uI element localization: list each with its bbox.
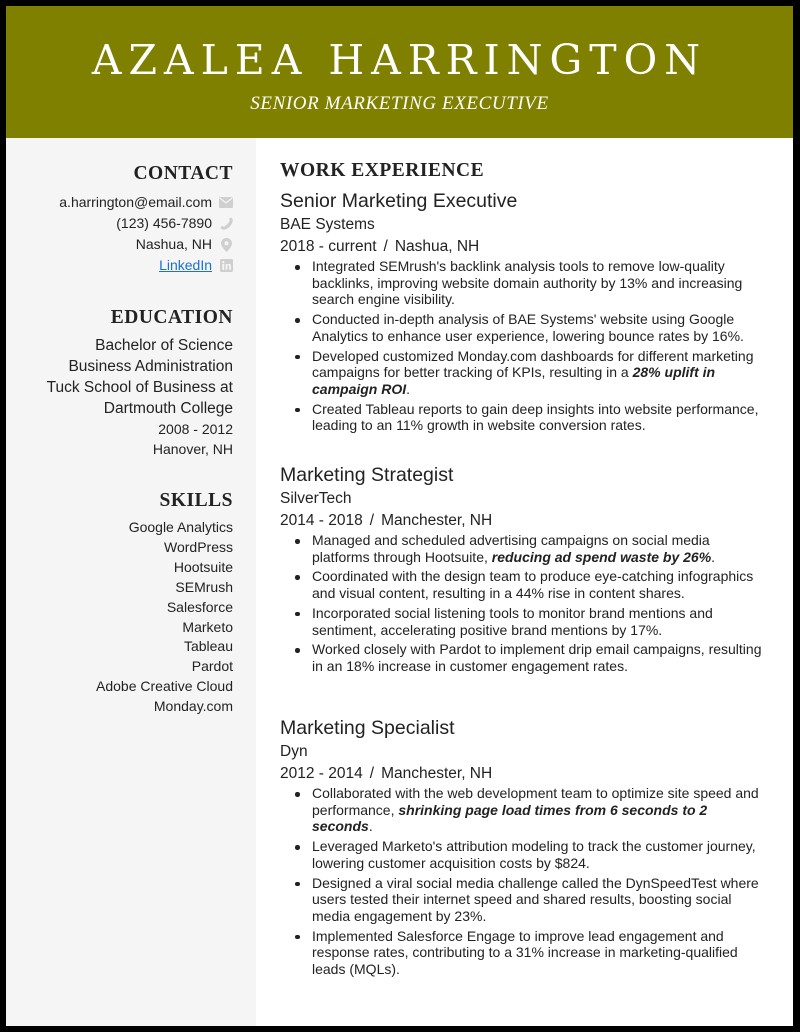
- bullet-item: [280, 258, 773, 308]
- education-degree: Bachelor of Science: [95, 337, 233, 354]
- skills-section: [96, 489, 233, 717]
- bullet-item: [280, 401, 773, 434]
- contact-email: [59, 192, 233, 213]
- bullet-text: Implemented Salesforce Engage to improve lead engagement and response rates, contributing to a 31% increase in marketing-qualified leads (MQLs).: [312, 927, 738, 978]
- map-pin-icon: [219, 238, 233, 252]
- skill-item: Adobe Creative Cloud: [96, 678, 233, 695]
- job-title: Marketing Specialist: [280, 717, 455, 739]
- education-school-cont: Dartmouth College: [103, 400, 233, 417]
- job-company: BAE Systems: [280, 216, 375, 233]
- linkedin-link[interactable]: LinkedIn: [159, 257, 212, 273]
- bullet-text: Incorporated social listening tools to monitor brand mentions and sentiment, accelerating positive brand mentions by 17%.: [312, 604, 713, 638]
- skills-heading: SKILLS: [159, 490, 233, 511]
- bullet-emphasis: shrinking page load times from 6 seconds to 2 seconds: [312, 801, 708, 835]
- bullet-item: [280, 532, 773, 565]
- bullet-text: Worked closely with Pardot to implement drip email campaigns, resulting in an 18% increase in customer engagement rates.: [312, 641, 762, 674]
- job-meta: [280, 236, 773, 257]
- resume-header: [6, 6, 793, 138]
- meta-separator: /: [369, 765, 375, 782]
- work-experience-heading: WORK EXPERIENCE: [280, 160, 485, 181]
- candidate-name: AZALEA HARRINGTON: [91, 36, 708, 84]
- contact-section: [59, 162, 233, 276]
- bullet-text: Designed a viral social media challenge called the DynSpeedTest where users tested their internet speed and shared results, boosting social media engagement by 23%.: [312, 874, 759, 924]
- bullet-emphasis: reducing ad spend waste by 26%: [491, 548, 712, 565]
- bullet-text: Conducted in-depth analysis of BAE Systems' website using Google Analytics to enhance user experience, lowering bounce rates by 16%.: [312, 311, 744, 344]
- job-company: SilverTech: [280, 490, 352, 507]
- bullet-text: Developed customized Monday.com dashboards for different marketing campaigns for better tracking of KPIs, resulting in a: [312, 347, 754, 381]
- skill-item: SEMrush: [175, 578, 233, 595]
- education-years: 2008 - 2012: [158, 421, 233, 437]
- contact-linkedin: [59, 255, 233, 276]
- contact-phone: [59, 213, 233, 234]
- job-meta: [280, 763, 773, 784]
- bullet-item: [280, 348, 773, 398]
- bullet-item: [280, 568, 773, 601]
- bullet-item: [280, 785, 773, 835]
- job-title: Senior Marketing Executive: [280, 190, 518, 212]
- job-bullets: [280, 532, 773, 675]
- job-dates: 2018 - current: [280, 238, 377, 255]
- job-entry: [280, 188, 773, 437]
- job-title: Marketing Strategist: [280, 464, 454, 486]
- job-location: Nashua, NH: [394, 238, 480, 255]
- bullet-text: Leveraged Marketo's attribution modeling to track the customer journey, lowering customer acquisition costs by $824.: [312, 838, 756, 871]
- education-field: Business Administration: [68, 358, 233, 375]
- bullet-emphasis: 28% uplift in campaign ROI: [312, 364, 716, 397]
- skill-item: Pardot: [191, 658, 233, 675]
- bullet-text: Coordinated with the design team to produce eye-catching infographics and visual content, resulting in a 44% rise in content shares.: [312, 568, 754, 602]
- bullet-text: Managed and scheduled advertising campaigns on social media platforms through Hootsuite,: [312, 532, 710, 565]
- bullet-item: [280, 311, 773, 344]
- skill-item: Hootsuite: [173, 558, 233, 575]
- bullet-suffix: .: [368, 818, 373, 835]
- bullet-text: Collaborated with the web development team to optimize site speed and performance,: [312, 785, 759, 818]
- bullet-item: [280, 641, 773, 674]
- job-meta: [280, 510, 773, 531]
- skill-item: Salesforce: [166, 598, 233, 615]
- job-bullets: [280, 258, 773, 434]
- education-heading: EDUCATION: [110, 307, 233, 328]
- education-section: [47, 306, 233, 459]
- education-school: Tuck School of Business at: [46, 379, 233, 396]
- bullet-item: [280, 875, 773, 925]
- job-entry: [280, 462, 773, 678]
- bullet-item: [280, 928, 773, 978]
- contact-location: [59, 234, 233, 255]
- job-bullets: [280, 785, 773, 978]
- job-company: Dyn: [280, 743, 308, 760]
- bullet-item: [280, 838, 773, 871]
- meta-separator: /: [383, 238, 388, 255]
- sidebar: [6, 138, 256, 1026]
- contact-heading: CONTACT: [133, 163, 233, 184]
- job-location: Manchester, NH: [381, 512, 493, 529]
- location-text: Nashua, NH: [135, 236, 212, 252]
- job-dates: 2012 - 2014: [280, 765, 363, 782]
- skill-item: WordPress: [164, 538, 233, 555]
- bullet-text: Integrated SEMrush's backlink analysis tools to remove low-quality backlinks, improving website domain authority by 13% and increasing search engine visibility.: [312, 258, 743, 308]
- job-dates: 2014 - 2018: [280, 512, 363, 529]
- bullet-suffix: .: [406, 380, 411, 397]
- job-location: Manchester, NH: [381, 765, 493, 782]
- skill-item: Tableau: [183, 638, 233, 655]
- skill-item: Marketo: [182, 618, 233, 635]
- main-content: [280, 138, 773, 1026]
- phone-text: (123) 456-7890: [116, 215, 212, 231]
- resume-page: [6, 6, 793, 1026]
- skill-item: Monday.com: [153, 698, 233, 715]
- education-location: Hanover, NH: [152, 441, 233, 457]
- linkedin-icon: [219, 259, 233, 273]
- bullet-suffix: .: [711, 548, 716, 565]
- phone-icon: [219, 217, 233, 231]
- skill-item: Google Analytics: [128, 519, 233, 535]
- meta-separator: /: [369, 512, 375, 529]
- job-entry: [280, 715, 773, 981]
- bullet-text: Created Tableau reports to gain deep insights into website performance, leading to an 11% growth in website conversion rates.: [312, 400, 759, 434]
- bullet-item: [280, 605, 773, 638]
- envelope-icon: [219, 196, 233, 210]
- email-text: a.harrington@email.com: [59, 194, 212, 210]
- candidate-title: SENIOR MARKETING EXECUTIVE: [250, 93, 549, 114]
